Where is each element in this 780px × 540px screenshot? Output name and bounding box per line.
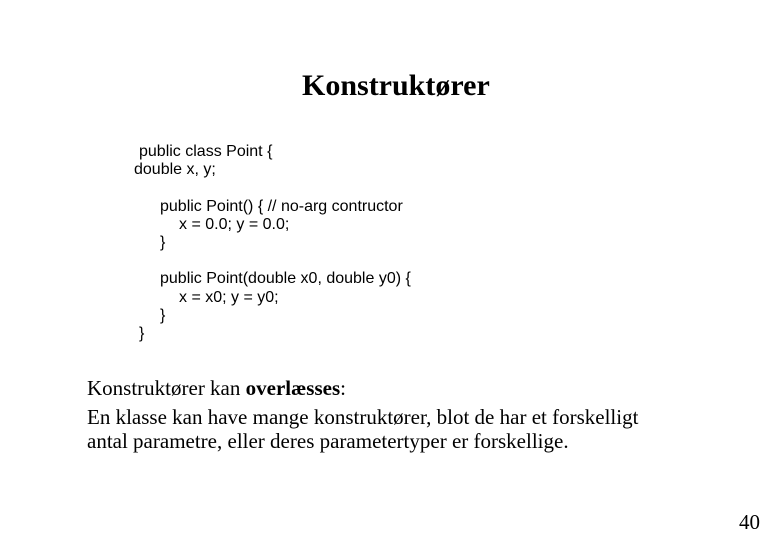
code-line-param-close: } — [160, 307, 166, 324]
code-line-class-close: } — [139, 325, 145, 342]
body-line-explanation-cont: antal parametre, eller deres parametertyper er forskellige. — [87, 429, 569, 453]
page-number: 40 — [739, 510, 760, 534]
code-line-noarg-constructor: public Point() { // no-arg contructor — [160, 198, 403, 215]
code-line-noarg-close: } — [160, 234, 166, 251]
code-line-param-constructor: public Point(double x0, double y0) { — [160, 270, 411, 287]
code-line-noarg-body: x = 0.0; y = 0.0; — [179, 216, 290, 233]
body-line-overloading — [87, 376, 346, 400]
slide-title: Konstruktører — [302, 69, 490, 102]
code-line-fields: double x, y; — [134, 161, 216, 178]
body-emphasis: overlæsses — [245, 376, 341, 400]
code-line-class-declaration: public class Point { — [139, 143, 273, 160]
code-line-param-body: x = x0; y = y0; — [179, 289, 279, 306]
body-text: Konstruktører kan — [87, 376, 246, 400]
body-text-colon: : — [340, 376, 346, 400]
body-line-explanation: En klasse kan have mange konstruktører, blot de har et forskelligt — [87, 405, 639, 429]
